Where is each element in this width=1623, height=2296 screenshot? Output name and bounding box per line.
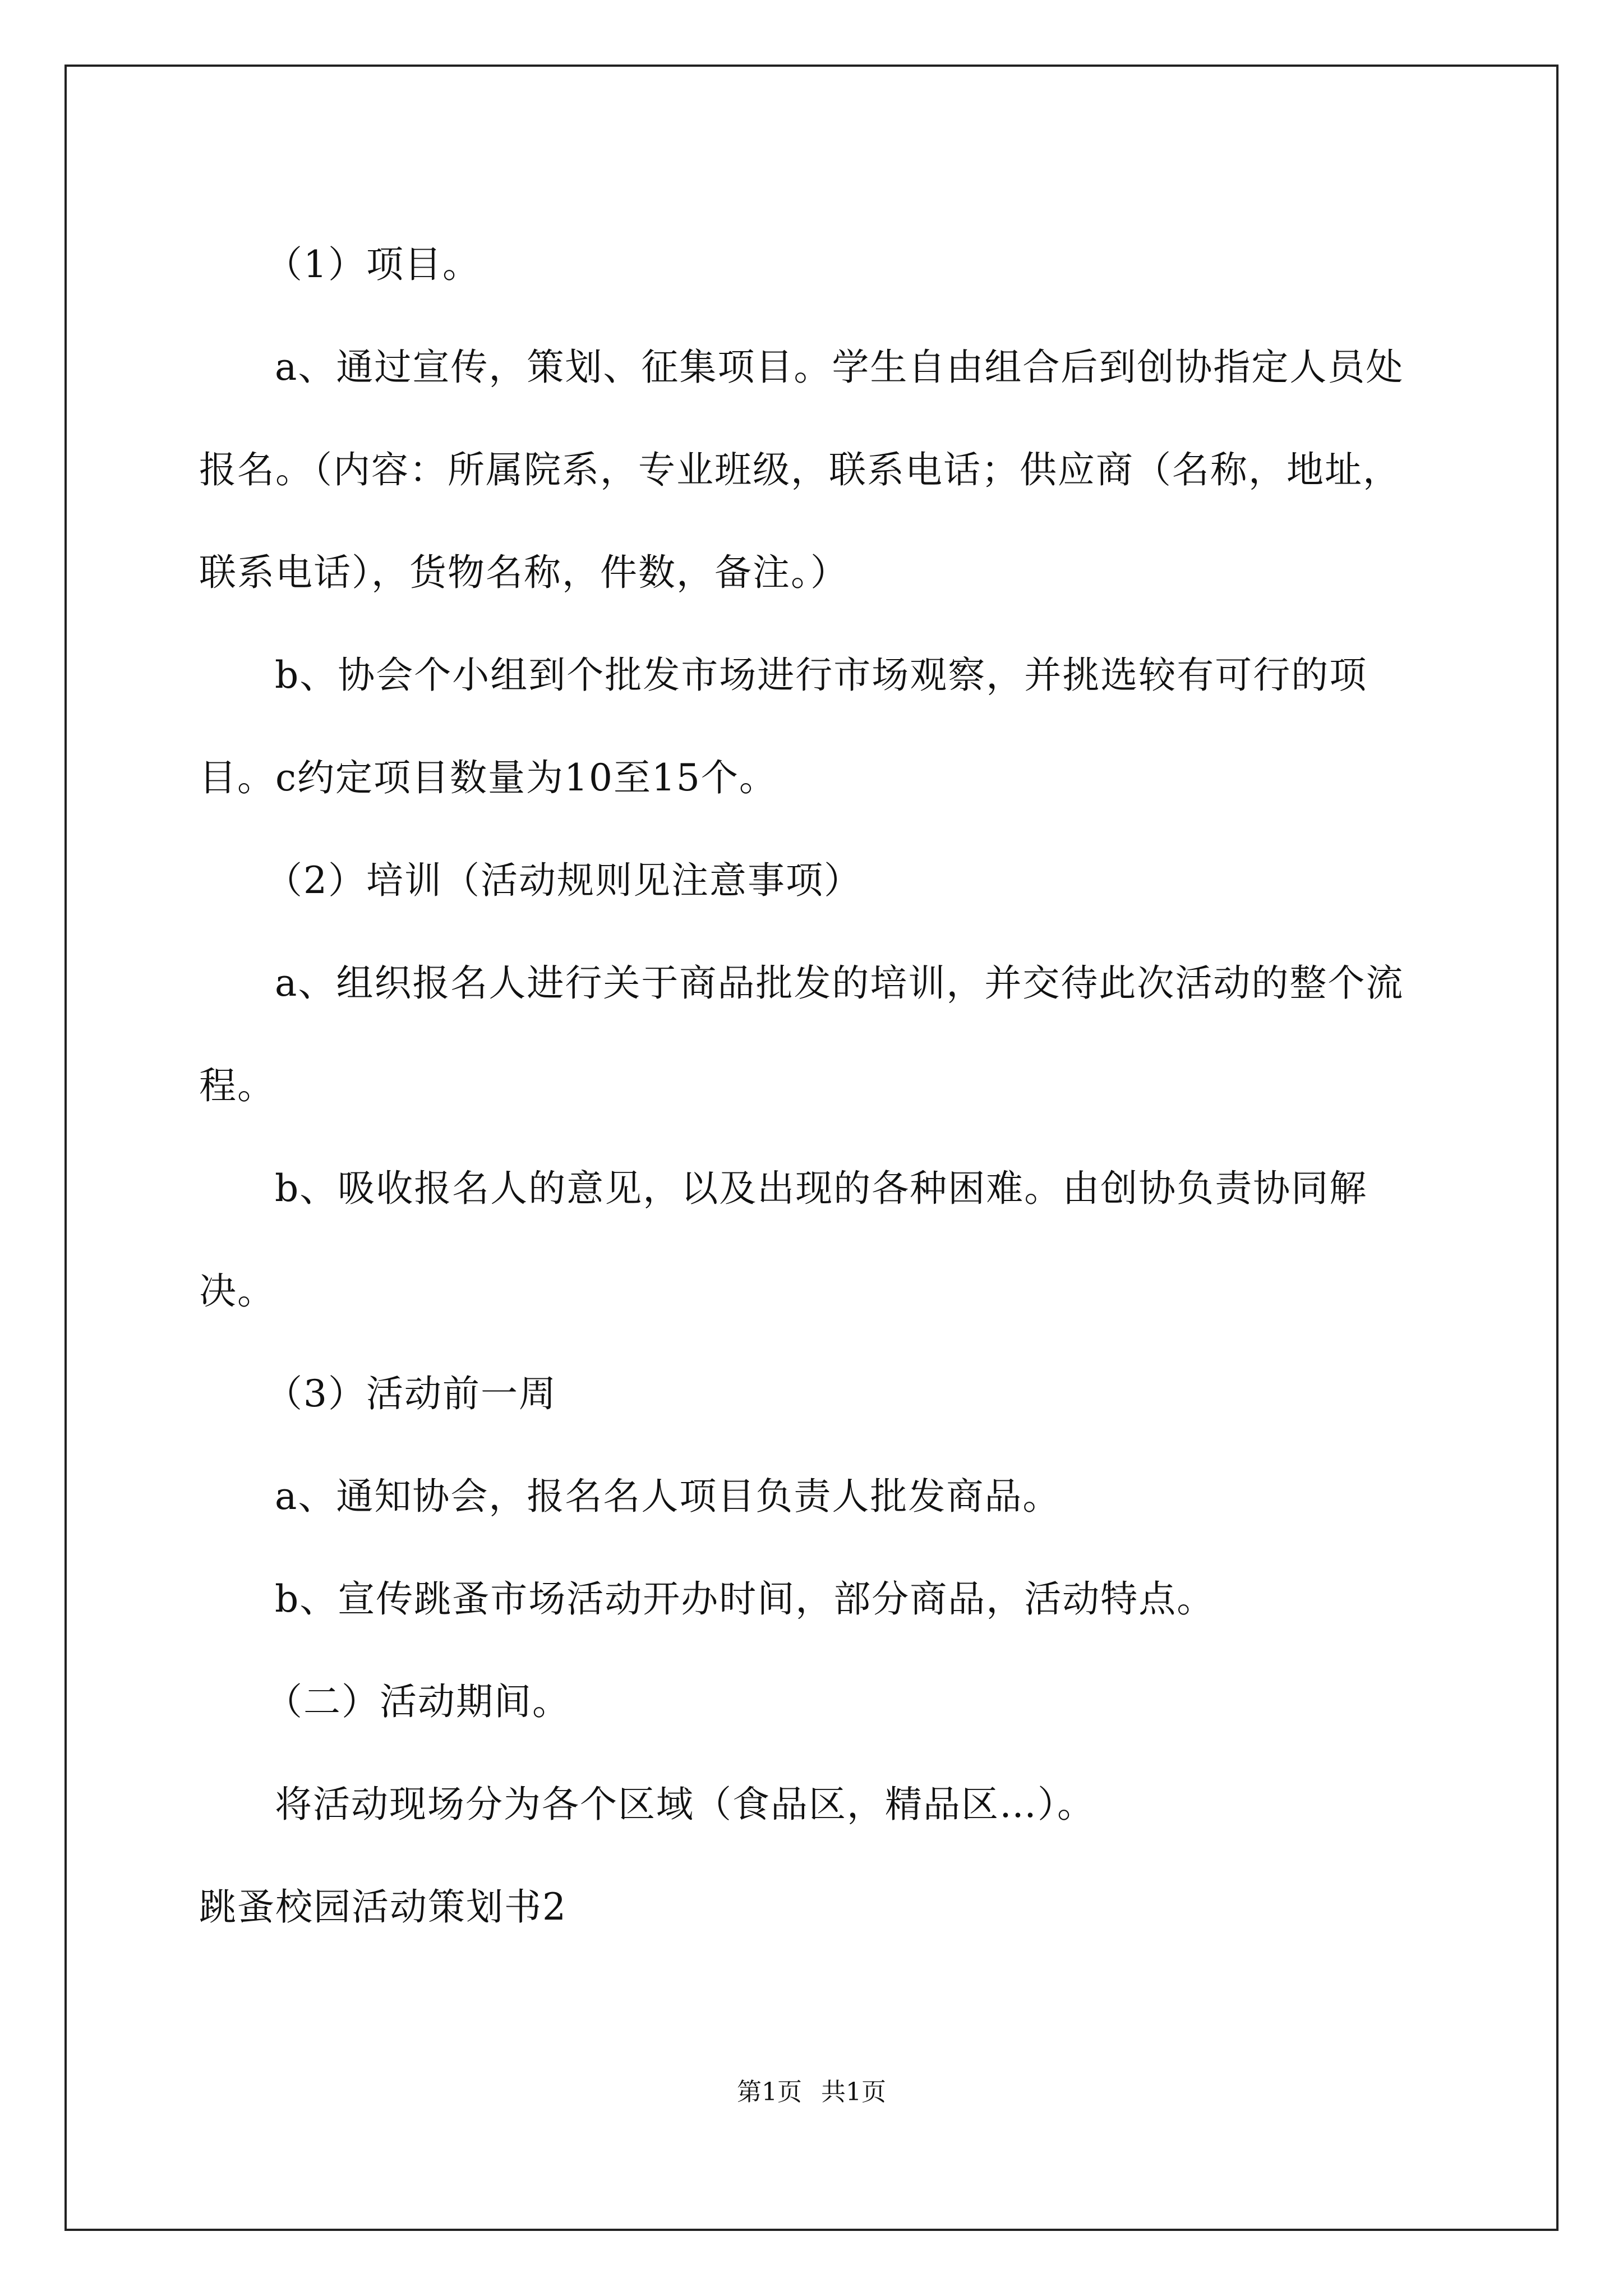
document-body (199, 213, 1430, 1958)
paragraph-training-b: b、吸收报名人的意见，以及出现的各种困难。由创协负责协同解决。 (199, 1167, 1368, 1313)
section-heading-training: （2）培训（活动规则见注意事项） (265, 859, 862, 902)
paragraph-project-b: b、协会个小组到个批发市场进行市场观察，并挑选较有可行的项目。c约定项目数量为10至15个。 (199, 654, 1368, 799)
paragraph-training-a: a、组织报名人进行关于商品批发的培训，并交待此次活动的整个流程。 (199, 961, 1404, 1107)
paragraph-week-before-a: a、通知协会，报名名人项目负责人批发商品。 (275, 1475, 1061, 1518)
paragraph-during-event: 将活动现场分为各个区域（食品区，精品区…）。 (275, 1783, 1095, 1826)
paragraph-project-a: a、通过宣传，策划、征集项目。学生自由组合后到创协指定人员处报名。（内容：所属院系，专业班级，联系电话；供应商（名称，地址，联系电话），货物名称，件数，备注。） (199, 346, 1404, 594)
page-number-total: 共1页 (821, 2078, 886, 2106)
document-title-2: 跳蚤校园活动策划书2 (199, 1885, 567, 1929)
page-number-current: 第1页 (737, 2078, 802, 2106)
section-heading-week-before: （3）活动前一周 (265, 1372, 557, 1415)
section-heading-project: （1）项目。 (265, 243, 481, 286)
paragraph-week-before-b: b、宣传跳蚤市场活动开办时间，部分商品，活动特点。 (275, 1577, 1215, 1621)
section-heading-during-event: （二）活动期间。 (265, 1680, 570, 1723)
page-footer (0, 2076, 1623, 2109)
